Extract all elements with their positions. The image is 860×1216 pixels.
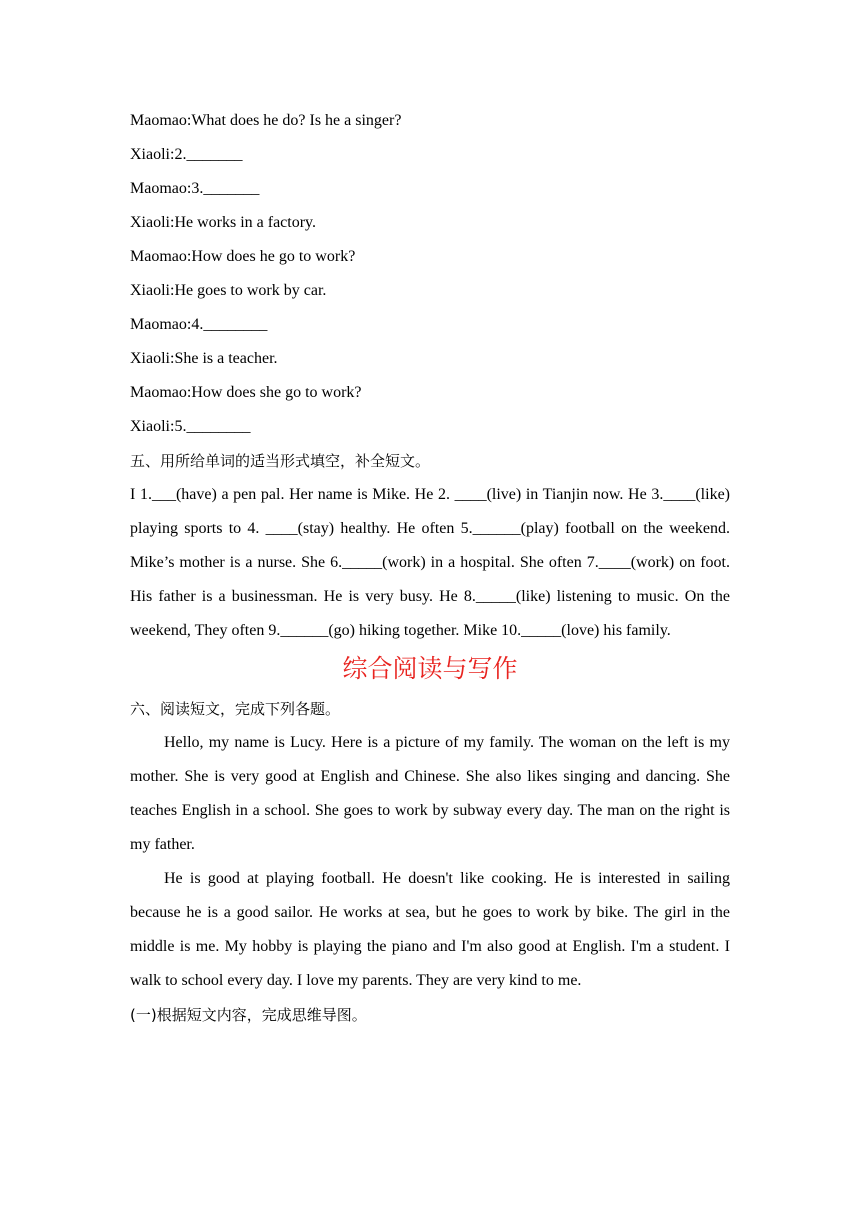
section6-subheading: (一)根据短文内容，完成思维导图。 [130,1006,367,1024]
dialogue-line-maomao-how-he: Maomao:How does he go to work? [130,248,356,265]
dialogue-line-maomao-blank-4: Maomao:4.________ [130,316,268,333]
dialogue-line-maomao-question: Maomao:What does he do? Is he a singer? [130,112,402,129]
dialogue-line-maomao-blank-3: Maomao:3._______ [130,180,260,197]
reading-paragraph-2: He is good at playing football. He doesn't like cooking. He is interested in sailing because he is a good sailor. He works at sea, but he goes to work by bike. The girl in the middle is me. My hobby is playing the piano and I'm also good at English. I'm a student. I walk to school every day. I love my parents. They are very kind to me. [130,870,730,989]
dialogue-line-xiaoli-blank-2: Xiaoli:2._______ [130,146,243,163]
worksheet-page [130,104,730,1032]
section5-fill-in-paragraph: I 1.___(have) a pen pal. Her name is Mike. He 2. ____(live) in Tianjin now. He 3.____(like) playing sports to 4. ____(stay) healthy. He often 5.______(play) football on the weekend. Mike’s mother is a nurse. She 6._____(work) in a hospital. She often 7.____(work) on foot. His father is a businessman. He is very busy. He 8._____(like) listening to music. On the weekend, They often 9.______(go) hiking together. Mike 10._____(love) his family. [130,486,730,639]
dialogue-line-xiaoli-car: Xiaoli:He goes to work by car. [130,282,327,299]
section5-heading: 五、用所给单词的适当形式填空，补全短文。 [130,452,431,470]
dialogue-line-xiaoli-teacher: Xiaoli:She is a teacher. [130,350,278,367]
reading-paragraph-1: Hello, my name is Lucy. Here is a picture of my family. The woman on the left is my mother. She is very good at English and Chinese. She also likes singing and dancing. She teaches English in a school. She goes to work by subway every day. The man on the right is my father. [130,734,730,853]
reading-writing-title: 综合阅读与写作 [342,654,518,683]
dialogue-line-xiaoli-blank-5: Xiaoli:5.________ [130,418,251,435]
dialogue-line-maomao-how-she: Maomao:How does she go to work? [130,384,362,401]
section6-heading: 六、阅读短文，完成下列各题。 [130,700,341,718]
dialogue-line-xiaoli-factory: Xiaoli:He works in a factory. [130,214,317,231]
